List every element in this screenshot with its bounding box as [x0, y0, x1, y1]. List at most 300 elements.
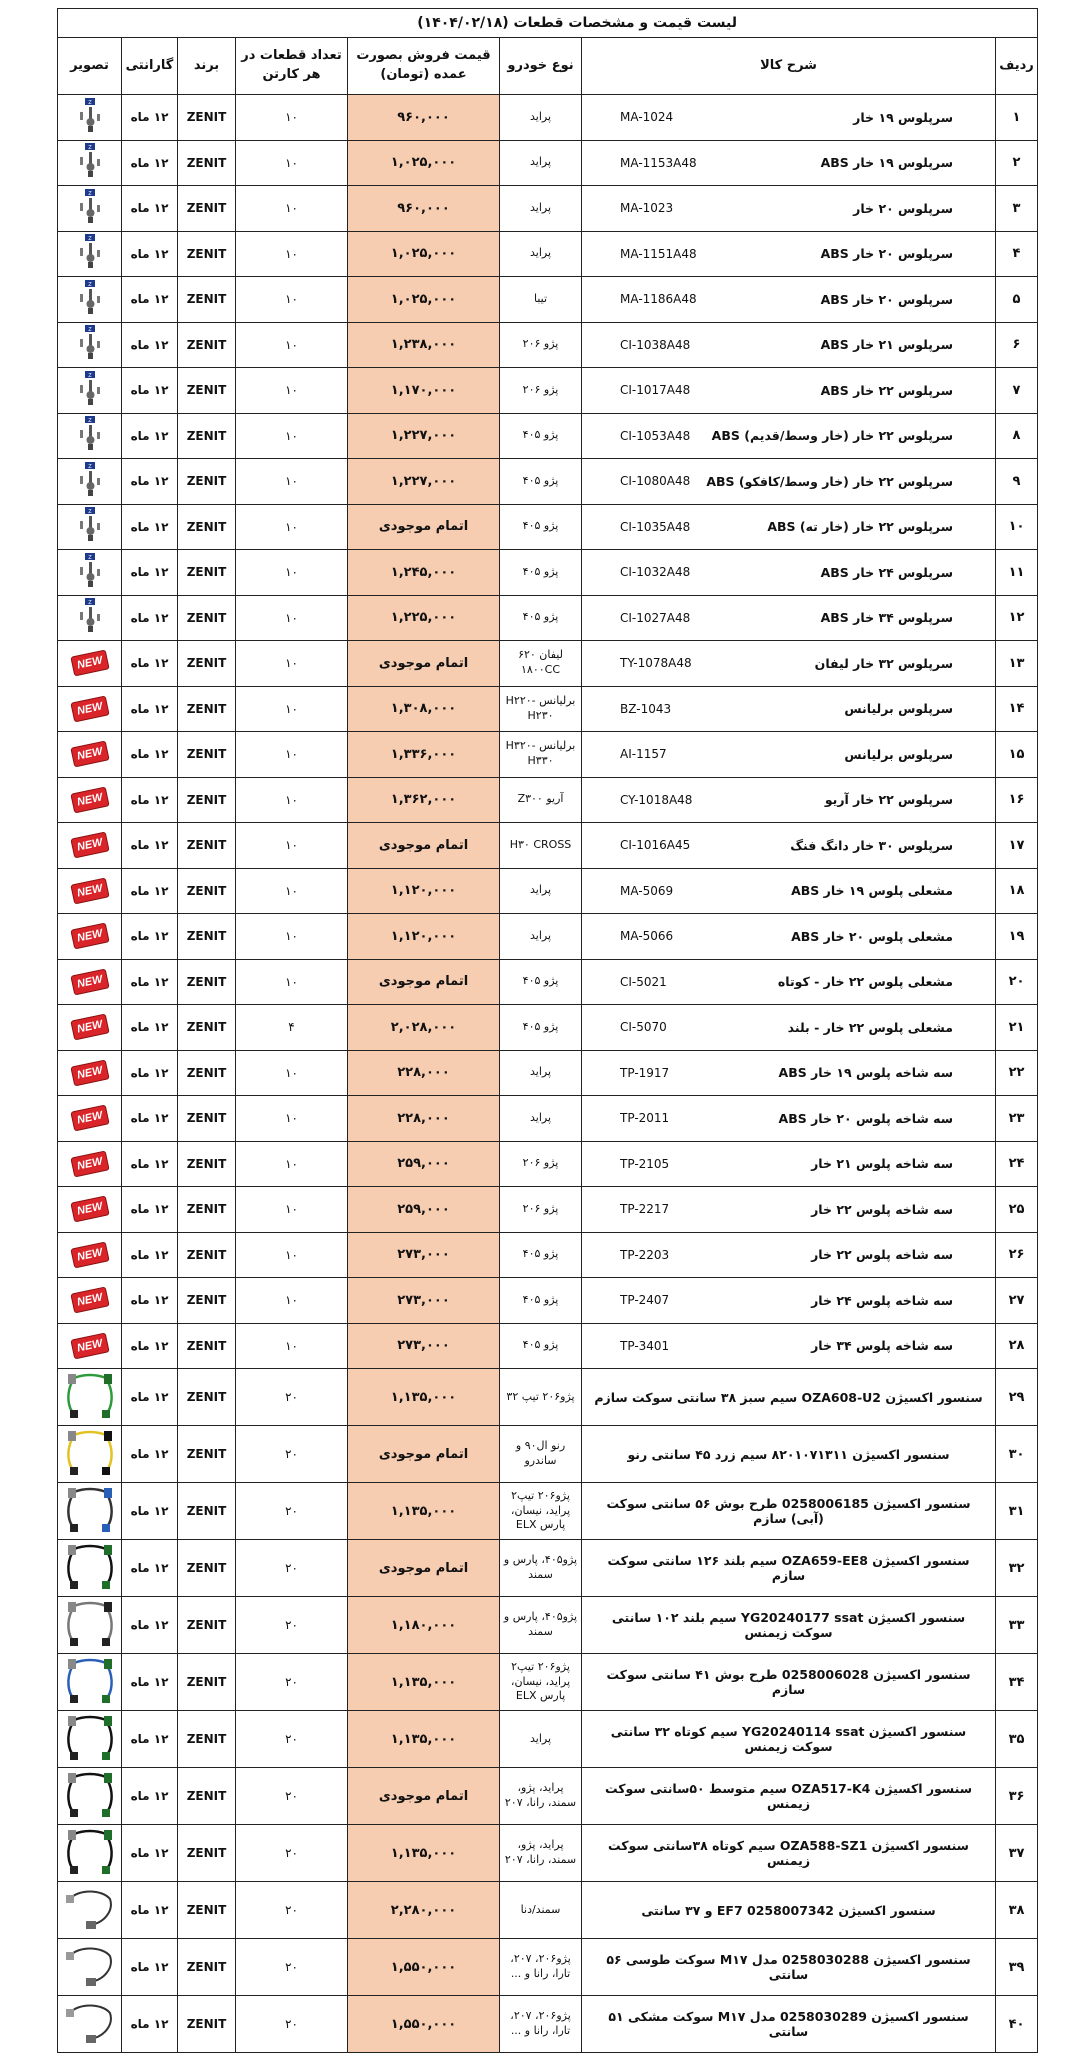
wholesale-price: اتمام موجودی — [348, 1426, 500, 1483]
item-description — [582, 732, 996, 778]
product-image — [58, 732, 122, 778]
car-type: پژو۲۰۶، ۲۰۷، تارا، رانا و ... — [500, 1996, 582, 2053]
wholesale-price: ۱,۱۸۰,۰۰۰ — [348, 1597, 500, 1654]
warranty-period: ۱۲ ماه — [122, 686, 178, 732]
oxygen-sensor-icon — [64, 1429, 116, 1477]
svg-text:Z: Z — [87, 600, 92, 607]
brand-name: ZENIT — [178, 823, 236, 869]
description-wrap — [584, 974, 993, 989]
product-image — [58, 1187, 122, 1233]
item-description — [582, 459, 996, 505]
new-badge-icon: NEW — [70, 786, 109, 813]
table-row — [58, 1141, 1038, 1187]
oxygen-sensor-icon — [64, 1543, 116, 1591]
item-description — [582, 1825, 996, 1882]
car-type: پژو ۴۰۵ — [500, 595, 582, 641]
carton-quantity: ۲۰ — [236, 1768, 348, 1825]
brand-name: ZENIT — [178, 1540, 236, 1597]
brand-name: ZENIT — [178, 186, 236, 232]
brand-name: ZENIT — [178, 1483, 236, 1540]
row-number: ۷ — [996, 368, 1038, 414]
brand-name: ZENIT — [178, 231, 236, 277]
brand-name: ZENIT — [178, 1939, 236, 1996]
item-name: سرپلوس ۲۰ خار ABS — [820, 246, 954, 262]
carton-quantity: ۲۰ — [236, 1540, 348, 1597]
car-type: پژو۴۰۵، پارس و سمند — [500, 1597, 582, 1654]
row-number: ۲۵ — [996, 1187, 1038, 1233]
carton-quantity: ۱۰ — [236, 1096, 348, 1142]
warranty-period: ۱۲ ماه — [122, 1711, 178, 1768]
item-code: CI-1017A48 — [620, 383, 691, 398]
product-image — [58, 459, 122, 505]
description-wrap — [584, 1553, 993, 1583]
product-image — [58, 1654, 122, 1711]
row-number: ۱۴ — [996, 686, 1038, 732]
warranty-period: ۱۲ ماه — [122, 823, 178, 869]
description-wrap — [584, 565, 993, 580]
item-code: MA-1186A48 — [620, 292, 697, 307]
car-type: پژو ۴۰۵ — [500, 413, 582, 459]
description-wrap — [584, 110, 993, 125]
description-wrap — [584, 1781, 993, 1811]
item-code: TP-2217 — [620, 1202, 670, 1217]
table-row — [58, 595, 1038, 641]
carton-quantity: ۱۰ — [236, 231, 348, 277]
car-type: پراید، پژو، سمند، رانا، ۲۰۷ — [500, 1768, 582, 1825]
car-type: پراید — [500, 95, 582, 141]
product-photo-icon — [77, 325, 103, 361]
new-badge-icon: NEW — [70, 923, 109, 950]
item-name: سه شاخه پلوس ۲۲ خار — [811, 1247, 954, 1263]
description-wrap — [584, 1065, 993, 1080]
product-image — [58, 1278, 122, 1324]
carton-quantity: ۱۰ — [236, 413, 348, 459]
carton-quantity: ۲۰ — [236, 1996, 348, 2053]
header-quantity: تعداد قطعات در هر کارتن — [236, 38, 348, 95]
product-image — [58, 140, 122, 186]
new-badge-icon: NEW — [70, 1287, 109, 1314]
item-name: سه شاخه پلوس ۳۴ خار — [811, 1338, 954, 1354]
warranty-period: ۱۲ ماه — [122, 231, 178, 277]
description-wrap — [584, 1293, 993, 1308]
warranty-period: ۱۲ ماه — [122, 1825, 178, 1882]
table-row — [58, 368, 1038, 414]
header-row-number: ردیف — [996, 38, 1038, 95]
product-image — [58, 595, 122, 641]
table-row — [58, 777, 1038, 823]
table-row — [58, 95, 1038, 141]
warranty-period: ۱۲ ماه — [122, 641, 178, 687]
new-badge-icon: NEW — [70, 877, 109, 904]
row-number: ۴ — [996, 231, 1038, 277]
table-row — [58, 1540, 1038, 1597]
header-brand: برند — [178, 38, 236, 95]
warranty-period: ۱۲ ماه — [122, 459, 178, 505]
item-code: AI-1157 — [620, 747, 667, 762]
carton-quantity: ۱۰ — [236, 140, 348, 186]
warranty-period: ۱۲ ماه — [122, 1141, 178, 1187]
table-row — [58, 1323, 1038, 1369]
row-number: ۱۵ — [996, 732, 1038, 778]
car-type: پژو ۴۰۵ — [500, 959, 582, 1005]
item-name: مشعلی پلوس ۲۰ خار ABS — [791, 928, 954, 944]
item-name: سنسور اکسیژن YG20240177 ssat سیم بلند ۱۰۲ سانتی سوکت زیمنس — [611, 1610, 966, 1640]
wholesale-price: ۱,۱۲۰,۰۰۰ — [348, 914, 500, 960]
warranty-period: ۱۲ ماه — [122, 277, 178, 323]
wholesale-price: ۲۷۳,۰۰۰ — [348, 1232, 500, 1278]
warranty-period: ۱۲ ماه — [122, 732, 178, 778]
car-type: پژو ۴۰۵ — [500, 459, 582, 505]
product-image — [58, 550, 122, 596]
item-description — [582, 641, 996, 687]
item-name: سنسور اکسیژن OZA588-SZ1 سیم کوتاه ۳۸سانتی سوکت زیمنس — [608, 1838, 969, 1868]
carton-quantity: ۱۰ — [236, 322, 348, 368]
table-row — [58, 1483, 1038, 1540]
car-type: برلیانس H۳۲۰-H۳۳۰ — [500, 732, 582, 778]
description-wrap — [584, 1390, 993, 1405]
carton-quantity: ۲۰ — [236, 1597, 348, 1654]
table-row — [58, 231, 1038, 277]
description-wrap — [584, 838, 993, 853]
oxygen-sensor-icon — [64, 1885, 116, 1933]
car-type: آریو Z۳۰۰ — [500, 777, 582, 823]
row-number: ۴۰ — [996, 1996, 1038, 2053]
brand-name: ZENIT — [178, 641, 236, 687]
product-image — [58, 322, 122, 368]
row-number: ۲ — [996, 140, 1038, 186]
product-photo-icon — [77, 280, 103, 316]
item-name: سرپلوس ۲۰ خار — [853, 200, 954, 216]
new-badge-icon: NEW — [70, 1105, 109, 1132]
item-code: TP-1917 — [620, 1065, 670, 1080]
product-image — [58, 1597, 122, 1654]
item-name: سنسور اکسیژن OZA608-U2 سیم سبز ۳۸ سانتی سوکت سازم — [594, 1389, 983, 1405]
wholesale-price: ۱,۳۳۶,۰۰۰ — [348, 732, 500, 778]
table-row — [58, 459, 1038, 505]
product-image — [58, 231, 122, 277]
item-name: سرپلوس ۲۲ خار (خار وسط/قدیم) ABS — [711, 428, 954, 444]
row-number: ۲۴ — [996, 1141, 1038, 1187]
row-number: ۱۷ — [996, 823, 1038, 869]
wholesale-price: ۱,۱۳۵,۰۰۰ — [348, 1654, 500, 1711]
table-row — [58, 140, 1038, 186]
product-image — [58, 1323, 122, 1369]
item-name: سنسور اکسیژن OZA659-EE8 سیم بلند ۱۲۶ سانتی سوکت سازم — [607, 1553, 970, 1583]
wholesale-price: ۱,۱۳۵,۰۰۰ — [348, 1483, 500, 1540]
carton-quantity: ۲۰ — [236, 1939, 348, 1996]
product-image — [58, 686, 122, 732]
item-name: مشعلی پلوس ۲۲ خار - بلند — [787, 1019, 954, 1035]
description-wrap — [584, 1447, 993, 1462]
car-type: پژو ۴۰۵ — [500, 550, 582, 596]
car-type: تیبا — [500, 277, 582, 323]
brand-name: ZENIT — [178, 1232, 236, 1278]
item-code: MA-5066 — [620, 929, 674, 944]
description-wrap — [584, 1247, 993, 1262]
wholesale-price: ۲۲۸,۰۰۰ — [348, 1096, 500, 1142]
new-badge-icon: NEW — [70, 832, 109, 859]
table-row — [58, 686, 1038, 732]
brand-name: ZENIT — [178, 1141, 236, 1187]
item-name: سرپلوس ۲۲ خار ABS — [820, 382, 954, 398]
brand-name: ZENIT — [178, 1882, 236, 1939]
brand-name: ZENIT — [178, 914, 236, 960]
product-image — [58, 914, 122, 960]
svg-text:Z: Z — [87, 281, 92, 288]
product-image — [58, 1996, 122, 2053]
oxygen-sensor-icon — [64, 1828, 116, 1876]
item-description — [582, 1141, 996, 1187]
warranty-period: ۱۲ ماه — [122, 1654, 178, 1711]
brand-name: ZENIT — [178, 1711, 236, 1768]
wholesale-price: ۹۶۰,۰۰۰ — [348, 186, 500, 232]
warranty-period: ۱۲ ماه — [122, 550, 178, 596]
description-wrap — [584, 428, 993, 443]
car-type: سمند/دنا — [500, 1882, 582, 1939]
item-name: سنسور اکسیژن YG20240114 ssat سیم کوتاه ۳۲ سانتی سوکت زیمنس — [610, 1724, 967, 1754]
row-number: ۱۰ — [996, 504, 1038, 550]
row-number: ۸ — [996, 413, 1038, 459]
row-number: ۳۳ — [996, 1597, 1038, 1654]
brand-name: ZENIT — [178, 1187, 236, 1233]
row-number: ۳۵ — [996, 1711, 1038, 1768]
description-wrap — [584, 883, 993, 898]
wholesale-price: ۲۷۳,۰۰۰ — [348, 1323, 500, 1369]
carton-quantity: ۱۰ — [236, 368, 348, 414]
product-image — [58, 641, 122, 687]
item-name: سنسور اکسیژن 0258030289 مدل M۱۷ سوکت مشکی ۵۱ سانتی — [608, 2009, 969, 2039]
car-type: پراید — [500, 868, 582, 914]
wholesale-price: ۲,۲۸۰,۰۰۰ — [348, 1882, 500, 1939]
description-wrap — [584, 929, 993, 944]
new-badge-icon: NEW — [70, 1059, 109, 1086]
warranty-period: ۱۲ ماه — [122, 1050, 178, 1096]
description-wrap — [584, 1903, 993, 1918]
car-type: پراید — [500, 1711, 582, 1768]
item-description — [582, 1768, 996, 1825]
product-image — [58, 1939, 122, 1996]
product-image — [58, 277, 122, 323]
price-table — [57, 8, 1038, 2053]
car-type: پژو ۴۰۵ — [500, 1232, 582, 1278]
wholesale-price: ۱,۵۵۰,۰۰۰ — [348, 1996, 500, 2053]
carton-quantity: ۱۰ — [236, 504, 348, 550]
product-image — [58, 186, 122, 232]
brand-name: ZENIT — [178, 732, 236, 778]
product-photo-icon — [77, 234, 103, 270]
product-image — [58, 1141, 122, 1187]
oxygen-sensor-icon — [64, 1600, 116, 1648]
new-badge-icon: NEW — [70, 1332, 109, 1359]
item-description — [582, 368, 996, 414]
item-description — [582, 1483, 996, 1540]
warranty-period: ۱۲ ماه — [122, 1996, 178, 2053]
item-name: سرپلوس ۳۲ خار لیفان — [814, 655, 954, 671]
row-number: ۳۴ — [996, 1654, 1038, 1711]
carton-quantity: ۱۰ — [236, 277, 348, 323]
carton-quantity: ۲۰ — [236, 1426, 348, 1483]
item-description — [582, 868, 996, 914]
brand-name: ZENIT — [178, 1050, 236, 1096]
product-image — [58, 1232, 122, 1278]
product-photo-icon — [77, 462, 103, 498]
warranty-period: ۱۲ ماه — [122, 1426, 178, 1483]
description-wrap — [584, 1952, 993, 1982]
item-description — [582, 186, 996, 232]
brand-name: ZENIT — [178, 504, 236, 550]
wholesale-price: ۱,۳۰۸,۰۰۰ — [348, 686, 500, 732]
car-type: پراید — [500, 1096, 582, 1142]
brand-name: ZENIT — [178, 550, 236, 596]
item-description — [582, 1996, 996, 2053]
row-number: ۱۶ — [996, 777, 1038, 823]
carton-quantity: ۱۰ — [236, 95, 348, 141]
brand-name: ZENIT — [178, 686, 236, 732]
product-image — [58, 413, 122, 459]
wholesale-price: اتمام موجودی — [348, 504, 500, 550]
item-name: سه شاخه پلوس ۱۹ خار ABS — [778, 1065, 954, 1081]
item-code: MA-1023 — [620, 201, 674, 216]
product-photo-icon — [77, 98, 103, 134]
carton-quantity: ۱۰ — [236, 686, 348, 732]
row-number: ۲۰ — [996, 959, 1038, 1005]
warranty-period: ۱۲ ماه — [122, 959, 178, 1005]
carton-quantity: ۱۰ — [236, 959, 348, 1005]
row-number: ۳۲ — [996, 1540, 1038, 1597]
item-description — [582, 1711, 996, 1768]
car-type: پژو ۲۰۶ — [500, 368, 582, 414]
product-image — [58, 1825, 122, 1882]
svg-text:Z: Z — [87, 372, 92, 379]
wholesale-price: ۱,۰۲۵,۰۰۰ — [348, 140, 500, 186]
item-code: CI-1080A48 — [620, 474, 691, 489]
warranty-period: ۱۲ ماه — [122, 1540, 178, 1597]
carton-quantity: ۱۰ — [236, 1050, 348, 1096]
wholesale-price: ۲۵۹,۰۰۰ — [348, 1141, 500, 1187]
row-number: ۱۳ — [996, 641, 1038, 687]
carton-quantity: ۱۰ — [236, 823, 348, 869]
car-type: پراید — [500, 140, 582, 186]
carton-quantity: ۱۰ — [236, 186, 348, 232]
item-code: MA-5069 — [620, 883, 674, 898]
car-type: پراید — [500, 186, 582, 232]
warranty-period: ۱۲ ماه — [122, 777, 178, 823]
item-name: سرپلوس ۱۹ خار — [853, 109, 954, 125]
product-image — [58, 1882, 122, 1939]
item-description — [582, 1323, 996, 1369]
description-wrap — [584, 792, 993, 807]
header-row — [58, 38, 1038, 95]
item-description — [582, 1050, 996, 1096]
item-name: سنسور اکسیژن OZA517-K4 سیم متوسط ۵۰سانتی سوکت زیمنس — [605, 1781, 973, 1811]
product-image — [58, 1369, 122, 1426]
warranty-period: ۱۲ ماه — [122, 1768, 178, 1825]
page-title: لیست قیمت و مشخصات قطعات (۱۴۰۴/۰۲/۱۸) — [58, 9, 1038, 38]
brand-name: ZENIT — [178, 1825, 236, 1882]
table-row — [58, 959, 1038, 1005]
carton-quantity: ۴ — [236, 1005, 348, 1051]
item-code: MA-1024 — [620, 110, 674, 125]
carton-quantity: ۱۰ — [236, 777, 348, 823]
warranty-period: ۱۲ ماه — [122, 95, 178, 141]
new-badge-icon: NEW — [70, 1150, 109, 1177]
header-price: قیمت فروش بصورت عمده (تومان) — [348, 38, 500, 95]
item-description — [582, 1654, 996, 1711]
warranty-period: ۱۲ ماه — [122, 186, 178, 232]
warranty-period: ۱۲ ماه — [122, 140, 178, 186]
item-code: TP-2407 — [620, 1293, 670, 1308]
car-type: پژو ۴۰۵ — [500, 1005, 582, 1051]
oxygen-sensor-icon — [64, 1999, 116, 2047]
product-image — [58, 777, 122, 823]
header-warranty: گارانتی — [122, 38, 178, 95]
product-photo-icon — [77, 189, 103, 225]
header-image: تصویر — [58, 38, 122, 95]
table-row — [58, 1232, 1038, 1278]
item-description — [582, 1187, 996, 1233]
item-name: سه شاخه پلوس ۲۱ خار — [811, 1156, 954, 1172]
warranty-period: ۱۲ ماه — [122, 1483, 178, 1540]
wholesale-price: ۱,۱۳۵,۰۰۰ — [348, 1825, 500, 1882]
row-number: ۱۱ — [996, 550, 1038, 596]
carton-quantity: ۱۰ — [236, 459, 348, 505]
item-name: سرپلوس ۳۴ خار ABS — [820, 610, 954, 626]
warranty-period: ۱۲ ماه — [122, 1882, 178, 1939]
wholesale-price: ۲۵۹,۰۰۰ — [348, 1187, 500, 1233]
item-name: مشعلی پلوس ۲۲ خار - کوتاه — [777, 974, 954, 990]
item-code: CI-1038A48 — [620, 337, 691, 352]
description-wrap — [584, 747, 993, 762]
item-description — [582, 140, 996, 186]
oxygen-sensor-icon — [64, 1657, 116, 1705]
warranty-period: ۱۲ ماه — [122, 368, 178, 414]
product-image — [58, 1426, 122, 1483]
product-photo-icon — [77, 598, 103, 634]
new-badge-icon: NEW — [70, 968, 109, 995]
product-image — [58, 823, 122, 869]
warranty-period: ۱۲ ماه — [122, 1939, 178, 1996]
svg-text:Z: Z — [87, 418, 92, 425]
table-row — [58, 1278, 1038, 1324]
wholesale-price: ۱,۲۲۷,۰۰۰ — [348, 413, 500, 459]
new-badge-icon: NEW — [70, 741, 109, 768]
description-wrap — [584, 246, 993, 261]
table-row — [58, 322, 1038, 368]
product-photo-icon — [77, 416, 103, 452]
description-wrap — [584, 1020, 993, 1035]
row-number: ۲۳ — [996, 1096, 1038, 1142]
brand-name: ZENIT — [178, 322, 236, 368]
warranty-period: ۱۲ ماه — [122, 1278, 178, 1324]
table-row — [58, 1654, 1038, 1711]
carton-quantity: ۱۰ — [236, 1278, 348, 1324]
row-number: ۱۹ — [996, 914, 1038, 960]
brand-name: ZENIT — [178, 1996, 236, 2053]
table-row — [58, 550, 1038, 596]
item-code: TP-2011 — [620, 1111, 670, 1126]
new-badge-icon: NEW — [70, 650, 109, 677]
row-number: ۳۸ — [996, 1882, 1038, 1939]
description-wrap — [584, 383, 993, 398]
new-badge-icon: NEW — [70, 1241, 109, 1268]
product-image — [58, 1540, 122, 1597]
row-number: ۳۹ — [996, 1939, 1038, 1996]
warranty-period: ۱۲ ماه — [122, 1232, 178, 1278]
item-description — [582, 959, 996, 1005]
table-row — [58, 1050, 1038, 1096]
item-code: BZ-1043 — [620, 701, 672, 716]
wholesale-price: ۹۶۰,۰۰۰ — [348, 95, 500, 141]
